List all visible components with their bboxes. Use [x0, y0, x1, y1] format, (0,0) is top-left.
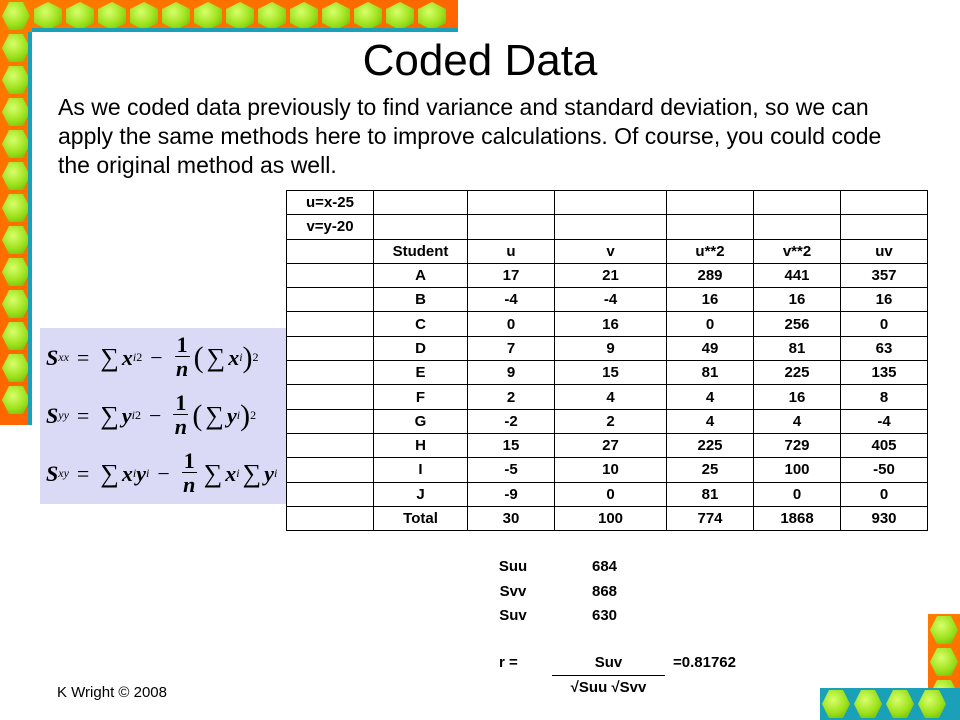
coded-data-table — [286, 190, 928, 531]
table-cell: uv — [841, 239, 928, 263]
table-cell: J — [374, 482, 468, 506]
copyright-footer: K Wright © 2008 — [57, 684, 167, 701]
table-row — [287, 482, 928, 506]
table-cell: 729 — [754, 433, 841, 457]
table-cell: 4 — [667, 409, 754, 433]
hexagon-icon — [0, 160, 32, 192]
total-row — [287, 506, 928, 530]
table-cell — [841, 215, 928, 239]
table-cell — [841, 191, 928, 215]
table-cell: 30 — [468, 506, 555, 530]
table-cell: D — [374, 336, 468, 360]
table-cell — [287, 288, 374, 312]
table-cell — [287, 239, 374, 263]
hexagon-icon — [884, 688, 916, 720]
coding-row — [287, 191, 928, 215]
correlation-denominator: √Suu √Svv — [570, 679, 647, 696]
suv-label: Suv — [499, 607, 527, 624]
table-cell: 4 — [754, 409, 841, 433]
table-cell: 4 — [667, 385, 754, 409]
suv-value: 630 — [592, 607, 618, 624]
table-cell — [468, 215, 555, 239]
table-cell: 289 — [667, 263, 754, 287]
table-cell — [287, 385, 374, 409]
hexagon-icon — [416, 0, 448, 32]
table-row — [287, 385, 928, 409]
table-cell: -4 — [468, 288, 555, 312]
table-cell: 2 — [468, 385, 555, 409]
table-cell: 225 — [667, 433, 754, 457]
table-cell: 0 — [841, 312, 928, 336]
table-row — [287, 458, 928, 482]
table-cell — [374, 215, 468, 239]
hexagon-icon — [928, 614, 960, 646]
table-cell — [287, 312, 374, 336]
sxx-formula: S xx = ∑ x i 2 − $\frac{1}{n}$ ( ∑ x i ) 2 — [46, 332, 259, 381]
table-cell: 9 — [555, 336, 667, 360]
table-row — [287, 288, 928, 312]
hexagon-icon — [192, 0, 224, 32]
hexagon-icon — [0, 96, 32, 128]
sxy-formula: S xy = ∑ x i y i − $\frac{1}{n}$ ∑ x i ∑ y i — [46, 448, 278, 497]
correlation-value: =0.81762 — [673, 654, 736, 671]
table-cell: 16 — [754, 288, 841, 312]
table-cell: 16 — [667, 288, 754, 312]
hexagon-icon — [64, 0, 96, 32]
correlation-label: r = — [499, 654, 518, 671]
table-cell: 0 — [555, 482, 667, 506]
hexagon-icon — [820, 688, 852, 720]
table-cell: A — [374, 263, 468, 287]
table-cell: 81 — [667, 361, 754, 385]
table-cell: 405 — [841, 433, 928, 457]
table-row — [287, 312, 928, 336]
table-cell: G — [374, 409, 468, 433]
table-cell: 0 — [754, 482, 841, 506]
table-cell: v**2 — [754, 239, 841, 263]
table-row — [287, 263, 928, 287]
table-cell — [667, 191, 754, 215]
hexagon-icon — [32, 0, 64, 32]
hexagon-icon — [256, 0, 288, 32]
table-cell — [287, 482, 374, 506]
table-cell: 81 — [754, 336, 841, 360]
table-cell: 357 — [841, 263, 928, 287]
hexagon-icon — [0, 128, 32, 160]
table-cell — [555, 215, 667, 239]
table-cell: 100 — [754, 458, 841, 482]
table-cell: 15 — [468, 433, 555, 457]
top-hexagon-border — [0, 0, 458, 32]
hexagon-icon — [0, 256, 32, 288]
table-cell — [287, 361, 374, 385]
bottom-hexagon-border — [820, 688, 960, 720]
table-cell — [287, 263, 374, 287]
table-cell: -5 — [468, 458, 555, 482]
table-cell — [287, 433, 374, 457]
table-cell: v — [555, 239, 667, 263]
slide-title: Coded Data — [362, 36, 598, 85]
table-cell: 4 — [555, 385, 667, 409]
hexagon-icon — [916, 688, 948, 720]
coding-row — [287, 215, 928, 239]
hexagon-icon — [0, 192, 32, 224]
table-cell — [287, 336, 374, 360]
syy-formula: S yy = ∑ y i 2 − $\frac{1}{n}$ ( ∑ y i ) 2 — [46, 390, 257, 439]
table-cell: u=x-25 — [287, 191, 374, 215]
table-cell: 81 — [667, 482, 754, 506]
table-cell: I — [374, 458, 468, 482]
table-cell — [754, 215, 841, 239]
table-cell: 0 — [841, 482, 928, 506]
table-cell: 16 — [754, 385, 841, 409]
table-cell: u**2 — [667, 239, 754, 263]
table-cell: 49 — [667, 336, 754, 360]
table-cell — [667, 215, 754, 239]
table-cell: 225 — [754, 361, 841, 385]
table-cell: B — [374, 288, 468, 312]
table-cell — [374, 191, 468, 215]
table-cell: 17 — [468, 263, 555, 287]
hexagon-icon — [128, 0, 160, 32]
table-cell — [754, 191, 841, 215]
suu-value: 684 — [592, 558, 618, 575]
table-cell: -50 — [841, 458, 928, 482]
table-cell: -2 — [468, 409, 555, 433]
intro-paragraph: As we coded data previously to find variance and standard deviation, so we can apply the same methods here to improve calculations. Of course, you could code the original method as well. — [58, 94, 882, 178]
formula-panel — [40, 328, 287, 504]
table-cell: Student — [374, 239, 468, 263]
table-cell: H — [374, 433, 468, 457]
table-cell — [287, 409, 374, 433]
correlation-numerator: Suv — [552, 654, 665, 676]
table-cell: 256 — [754, 312, 841, 336]
hexagon-icon — [0, 288, 32, 320]
table-cell: 0 — [468, 312, 555, 336]
table-cell — [555, 191, 667, 215]
table-cell: 774 — [667, 506, 754, 530]
table-cell: 21 — [555, 263, 667, 287]
table-cell: 441 — [754, 263, 841, 287]
table-cell: 135 — [841, 361, 928, 385]
header-row — [287, 239, 928, 263]
hexagon-icon — [0, 384, 32, 416]
table-cell: E — [374, 361, 468, 385]
hexagon-icon — [928, 646, 960, 678]
table-row — [287, 336, 928, 360]
table-cell: 10 — [555, 458, 667, 482]
table-cell: C — [374, 312, 468, 336]
hexagon-icon — [852, 688, 884, 720]
hexagon-icon — [96, 0, 128, 32]
table-cell — [287, 458, 374, 482]
hexagon-icon — [224, 0, 256, 32]
hexagon-icon — [384, 0, 416, 32]
table-cell: -4 — [555, 288, 667, 312]
table-cell: 1868 — [754, 506, 841, 530]
hexagon-icon — [288, 0, 320, 32]
suu-label: Suu — [498, 558, 528, 575]
table-cell: 27 — [555, 433, 667, 457]
table-cell: Total — [374, 506, 468, 530]
table-row — [287, 361, 928, 385]
table-cell: 25 — [667, 458, 754, 482]
hexagon-icon — [0, 320, 32, 352]
table-cell — [287, 506, 374, 530]
svv-label: Svv — [499, 583, 527, 600]
hexagon-icon — [0, 224, 32, 256]
hexagon-icon — [320, 0, 352, 32]
table-row — [287, 433, 928, 457]
table-cell: 9 — [468, 361, 555, 385]
table-cell: 16 — [555, 312, 667, 336]
svv-value: 868 — [592, 583, 618, 600]
hexagon-icon — [0, 352, 32, 384]
table-cell: 100 — [555, 506, 667, 530]
table-cell: F — [374, 385, 468, 409]
table-cell — [468, 191, 555, 215]
table-cell: -9 — [468, 482, 555, 506]
table-cell: v=y-20 — [287, 215, 374, 239]
hexagon-icon — [0, 0, 32, 32]
table-cell: 7 — [468, 336, 555, 360]
table-cell: 15 — [555, 361, 667, 385]
table-cell: -4 — [841, 409, 928, 433]
table-cell: 2 — [555, 409, 667, 433]
table-cell: 930 — [841, 506, 928, 530]
hexagon-icon — [352, 0, 384, 32]
hexagon-icon — [160, 0, 192, 32]
table-cell: 16 — [841, 288, 928, 312]
table-cell: 0 — [667, 312, 754, 336]
table-row — [287, 409, 928, 433]
table-cell: 8 — [841, 385, 928, 409]
table-cell: u — [468, 239, 555, 263]
table-cell: 63 — [841, 336, 928, 360]
